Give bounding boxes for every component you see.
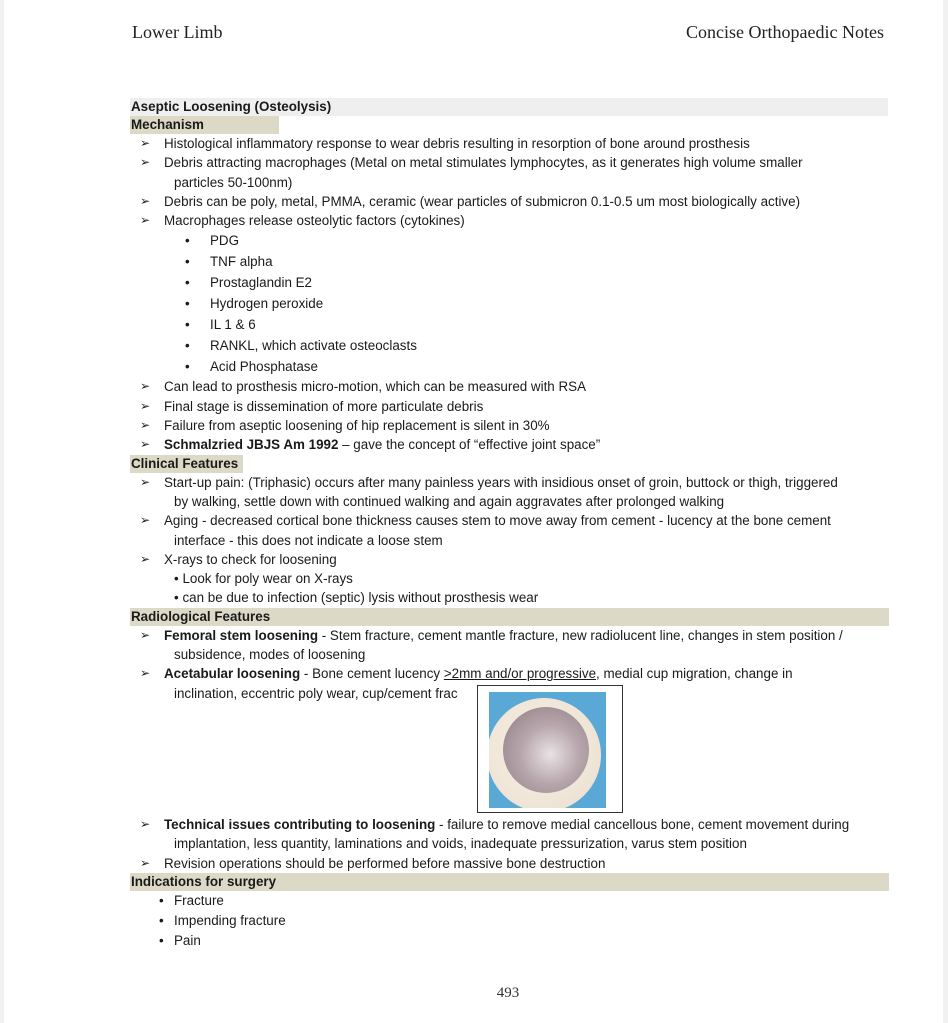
acetabular-cup-photo [489,692,606,808]
heading-radiological-features: Radiological Features [130,608,889,626]
page-edge-left [0,0,4,1023]
arrow-bullet-icon: ➢ [140,474,151,489]
arrow-bullet-icon: ➢ [140,213,151,228]
bullet-icon: • [174,590,179,606]
heading-mechanism: Mechanism [130,116,279,134]
arrow-bullet-icon: ➢ [140,418,151,433]
arrow-bullet-icon: ➢ [140,155,151,170]
page-content [130,98,888,951]
bullet-icon: • [159,912,164,928]
indication-item: • Fracture [130,891,888,911]
page-number: 493 [496,985,520,1001]
list-item: ➢ Technical issues contributing to loosening - failure to remove medial cancellous bone, cement movement during implantation, less quantity, laminations and voids, inadequate pressurization, varus stem position [140,816,850,852]
cup-bearing-surface [503,707,589,793]
heading-clinical-features: Clinical Features [130,455,243,473]
factor-item: • IL 1 & 6 [130,314,888,335]
arrow-bullet-icon: ➢ [140,627,151,642]
list-item: ➢ Revision operations should be performed before massive bone destruction [130,854,888,873]
bullet-icon: • [174,571,179,587]
list-item: ➢ Schmalzried JBJS Am 1992 – gave the concept of “effective joint space” [130,435,888,454]
list-item: ➢ Debris can be poly, metal, PMMA, ceramic (wear particles of submicron 0.1-0.5 um most biologically active) [130,192,888,211]
arrow-bullet-icon: ➢ [140,437,151,452]
running-header-right: Concise Orthopaedic Notes [686,22,884,42]
arrow-bullet-icon: ➢ [140,136,151,150]
bullet-icon: • [185,317,190,333]
indication-item: • Impending fracture [130,911,888,931]
bullet-icon: • [159,892,164,908]
factor-item: • PDG [130,230,888,251]
acetabular-cup-figure [477,685,623,813]
arrow-bullet-icon: ➢ [140,513,151,528]
factor-item: • TNF alpha [130,251,888,272]
scrollbar-track[interactable] [943,0,948,1023]
list-item: ➢ Acetabular loosening - Bone cement lucency >2mm and/or progressive, medial cup migration, change in inclination, eccentric poly wear, cup/cement frac [140,666,793,701]
arrow-bullet-icon: ➢ [140,666,151,681]
bullet-icon: • [185,254,190,270]
arrow-bullet-icon: ➢ [140,551,151,566]
list-item: ➢ Histological inflammatory response to wear debris resulting in resorption of bone around prosthesis [130,134,888,153]
bullet-icon: • [185,233,190,249]
factor-item: • Acid Phosphatase [130,356,888,377]
arrow-bullet-icon: ➢ [140,379,151,394]
arrow-bullet-icon: ➢ [140,193,151,208]
bullet-icon: • [185,359,190,375]
list-item: ➢ Aging - decreased cortical bone thickness causes stem to move away from cement - lucency at the bone cement interface - this does not indicate a loose stem [140,513,831,548]
list-item: ➢ Debris attracting macrophages (Metal on metal stimulates lymphocytes, as it generates high volume smaller particles 50-100nm) [140,155,803,190]
factor-item: • Prostaglandin E2 [130,272,888,293]
list-item: ➢ Failure from aseptic loosening of hip replacement is silent in 30% [130,416,888,435]
arrow-bullet-icon: ➢ [140,398,151,413]
bullet-icon: • [185,338,190,354]
indication-item: • Pain [130,931,888,951]
running-header-left: Lower Limb [132,22,223,42]
bullet-icon: • [159,932,164,948]
list-item: ➢ Femoral stem loosening - Stem fracture, cement mantle fracture, new radiolucent line, changes in stem position / subsidence, modes of loosening [140,627,843,663]
bullet-icon: • [185,296,190,312]
sub-list-item: • can be due to infection (septic) lysis without prosthesis wear [174,590,539,606]
list-item: ➢ Final stage is dissemination of more particulate debris [130,397,888,416]
sub-list-item: • Look for poly wear on X-rays [174,571,353,587]
list-item: ➢ Can lead to prosthesis micro-motion, which can be measured with RSA [130,377,888,396]
list-item: ➢ X-rays to check for loosening [130,550,888,569]
factor-item: • RANKL, which activate osteoclasts [130,335,888,356]
list-item: ➢ Macrophages release osteolytic factors (cytokines) [130,211,888,230]
heading-indications: Indications for surgery [130,873,889,891]
arrow-bullet-icon: ➢ [140,816,151,831]
bullet-icon: • [185,275,190,291]
factor-item: • Hydrogen peroxide [130,293,888,314]
arrow-bullet-icon: ➢ [140,855,151,870]
section-title: Aseptic Loosening (Osteolysis) [130,98,888,116]
list-item: ➢ Start-up pain: (Triphasic) occurs after many painless years with insidious onset of groin, buttock or thigh, triggered by walking, settle down with continued walking and again aggravates after prolonged walking [140,474,838,509]
